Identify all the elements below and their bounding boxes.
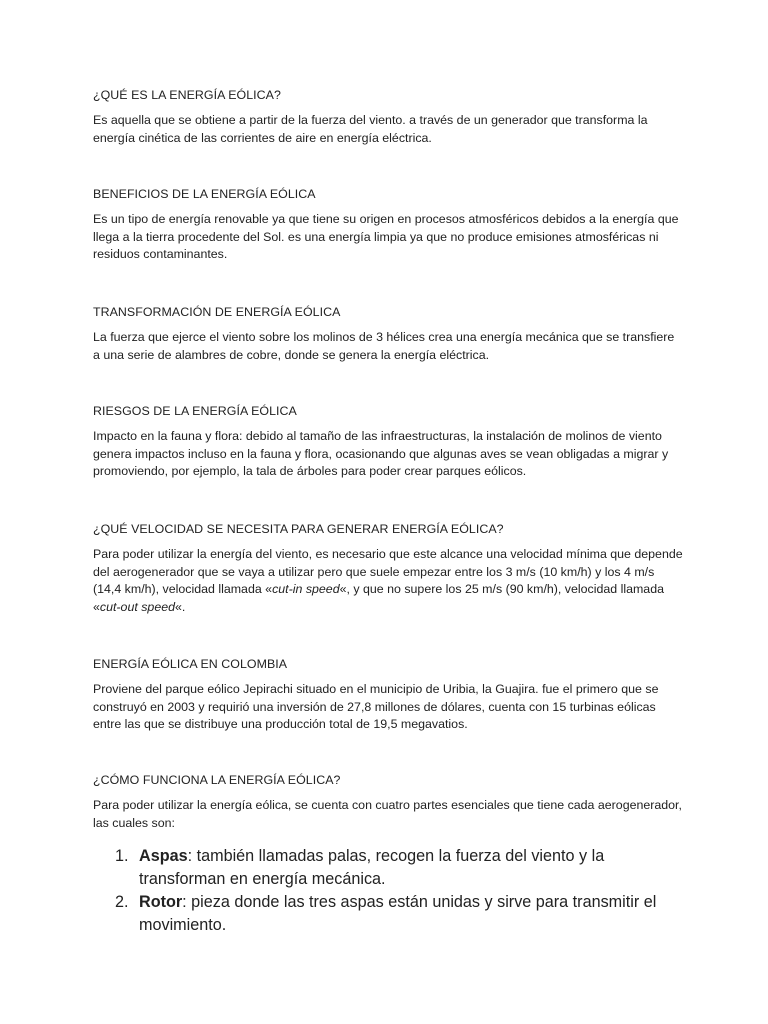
list-item bbox=[93, 891, 683, 937]
cut-out-speed-term: cut-out speed bbox=[99, 599, 175, 614]
list-term: Aspas bbox=[139, 847, 188, 865]
section-heading: ¿QUÉ ES LA ENERGÍA EÓLICA? bbox=[93, 88, 281, 102]
list-text: : también llamadas palas, recogen la fuerza del viento y la transforman en energía mecánica. bbox=[139, 847, 605, 888]
section-what-is bbox=[93, 86, 683, 147]
section-speed bbox=[93, 520, 683, 616]
components-list bbox=[93, 845, 683, 937]
section-body: Proviene del parque eólico Jepirachi situado en el municipio de Uribia, la Guajira. fue el primero que se construyó en 2003 y requirió una inversión de 27,8 millones de dólares, cuenta con 15 turbinas eólicas entre las que se distribuye una producción total de 19,5 megavatios. bbox=[93, 682, 659, 732]
list-number: 1. bbox=[115, 847, 129, 865]
section-heading: ENERGÍA EÓLICA EN COLOMBIA bbox=[93, 657, 288, 671]
list-text: : pieza donde las tres aspas están unidas y sirve para transmitir el movimiento. bbox=[139, 893, 657, 934]
section-how-it-works bbox=[93, 771, 683, 832]
section-heading: RIESGOS DE LA ENERGÍA EÓLICA bbox=[93, 404, 297, 418]
section-risks bbox=[93, 402, 683, 481]
list-number: 2. bbox=[115, 893, 129, 911]
section-body: Para poder utilizar la energía eólica, se cuenta con cuatro partes esenciales que tiene cada aerogenerador, las cuales son: bbox=[93, 798, 682, 830]
section-body: Es un tipo de energía renovable ya que tiene su origen en procesos atmosféricos debidos a la energía que llega a la tierra procedente del Sol. es una energía limpia ya que no produce emisiones atmosféricas ni residuos contaminantes. bbox=[93, 212, 679, 262]
section-body: Es aquella que se obtiene a partir de la fuerza del viento. a través de un generador que transforma la energía cinética de las corrientes de aire en energía eléctrica. bbox=[93, 113, 648, 145]
section-heading: BENEFICIOS DE LA ENERGÍA EÓLICA bbox=[93, 187, 316, 201]
section-benefits bbox=[93, 185, 683, 264]
list-term: Rotor bbox=[139, 893, 183, 911]
body-text: «. bbox=[175, 599, 186, 614]
section-body: La fuerza que ejerce el viento sobre los molinos de 3 hélices crea una energía mecánica que se transfiere a una serie de alambres de cobre, donde se genera la energía eléctrica. bbox=[93, 330, 675, 362]
list-item bbox=[93, 845, 683, 891]
section-heading: TRANSFORMACIÓN DE ENERGÍA EÓLICA bbox=[93, 305, 341, 319]
body-text: «, y que no supere los 25 m/s (90 km/h), velocidad llamada « bbox=[93, 582, 664, 614]
section-colombia bbox=[93, 655, 683, 734]
body-text: Para poder utilizar la energía del viento, es necesario que este alcance una velocidad mínima que depende del aerogenerador que se vaya a utilizar pero que suele empezar entre los 3 m/s (10 km/h) y los 4 m/s (14,4 km/h), velocidad llamada « bbox=[93, 547, 683, 597]
section-heading: ¿QUÉ VELOCIDAD SE NECESITA PARA GENERAR ENERGÍA EÓLICA? bbox=[93, 522, 504, 536]
section-transformation bbox=[93, 303, 683, 364]
section-heading: ¿CÓMO FUNCIONA LA ENERGÍA EÓLICA? bbox=[93, 773, 341, 787]
section-body: Impacto en la fauna y flora: debido al tamaño de las infraestructuras, la instalación de molinos de viento genera impactos incluso en la fauna y flora, ocasionando que algunas aves se vean obligadas a migrar y promoviendo, por ejemplo, la tala de árboles para poder crear parques eólicos. bbox=[93, 429, 669, 479]
cut-in-speed-term: cut-in speed bbox=[272, 582, 340, 597]
section-body bbox=[93, 546, 683, 616]
